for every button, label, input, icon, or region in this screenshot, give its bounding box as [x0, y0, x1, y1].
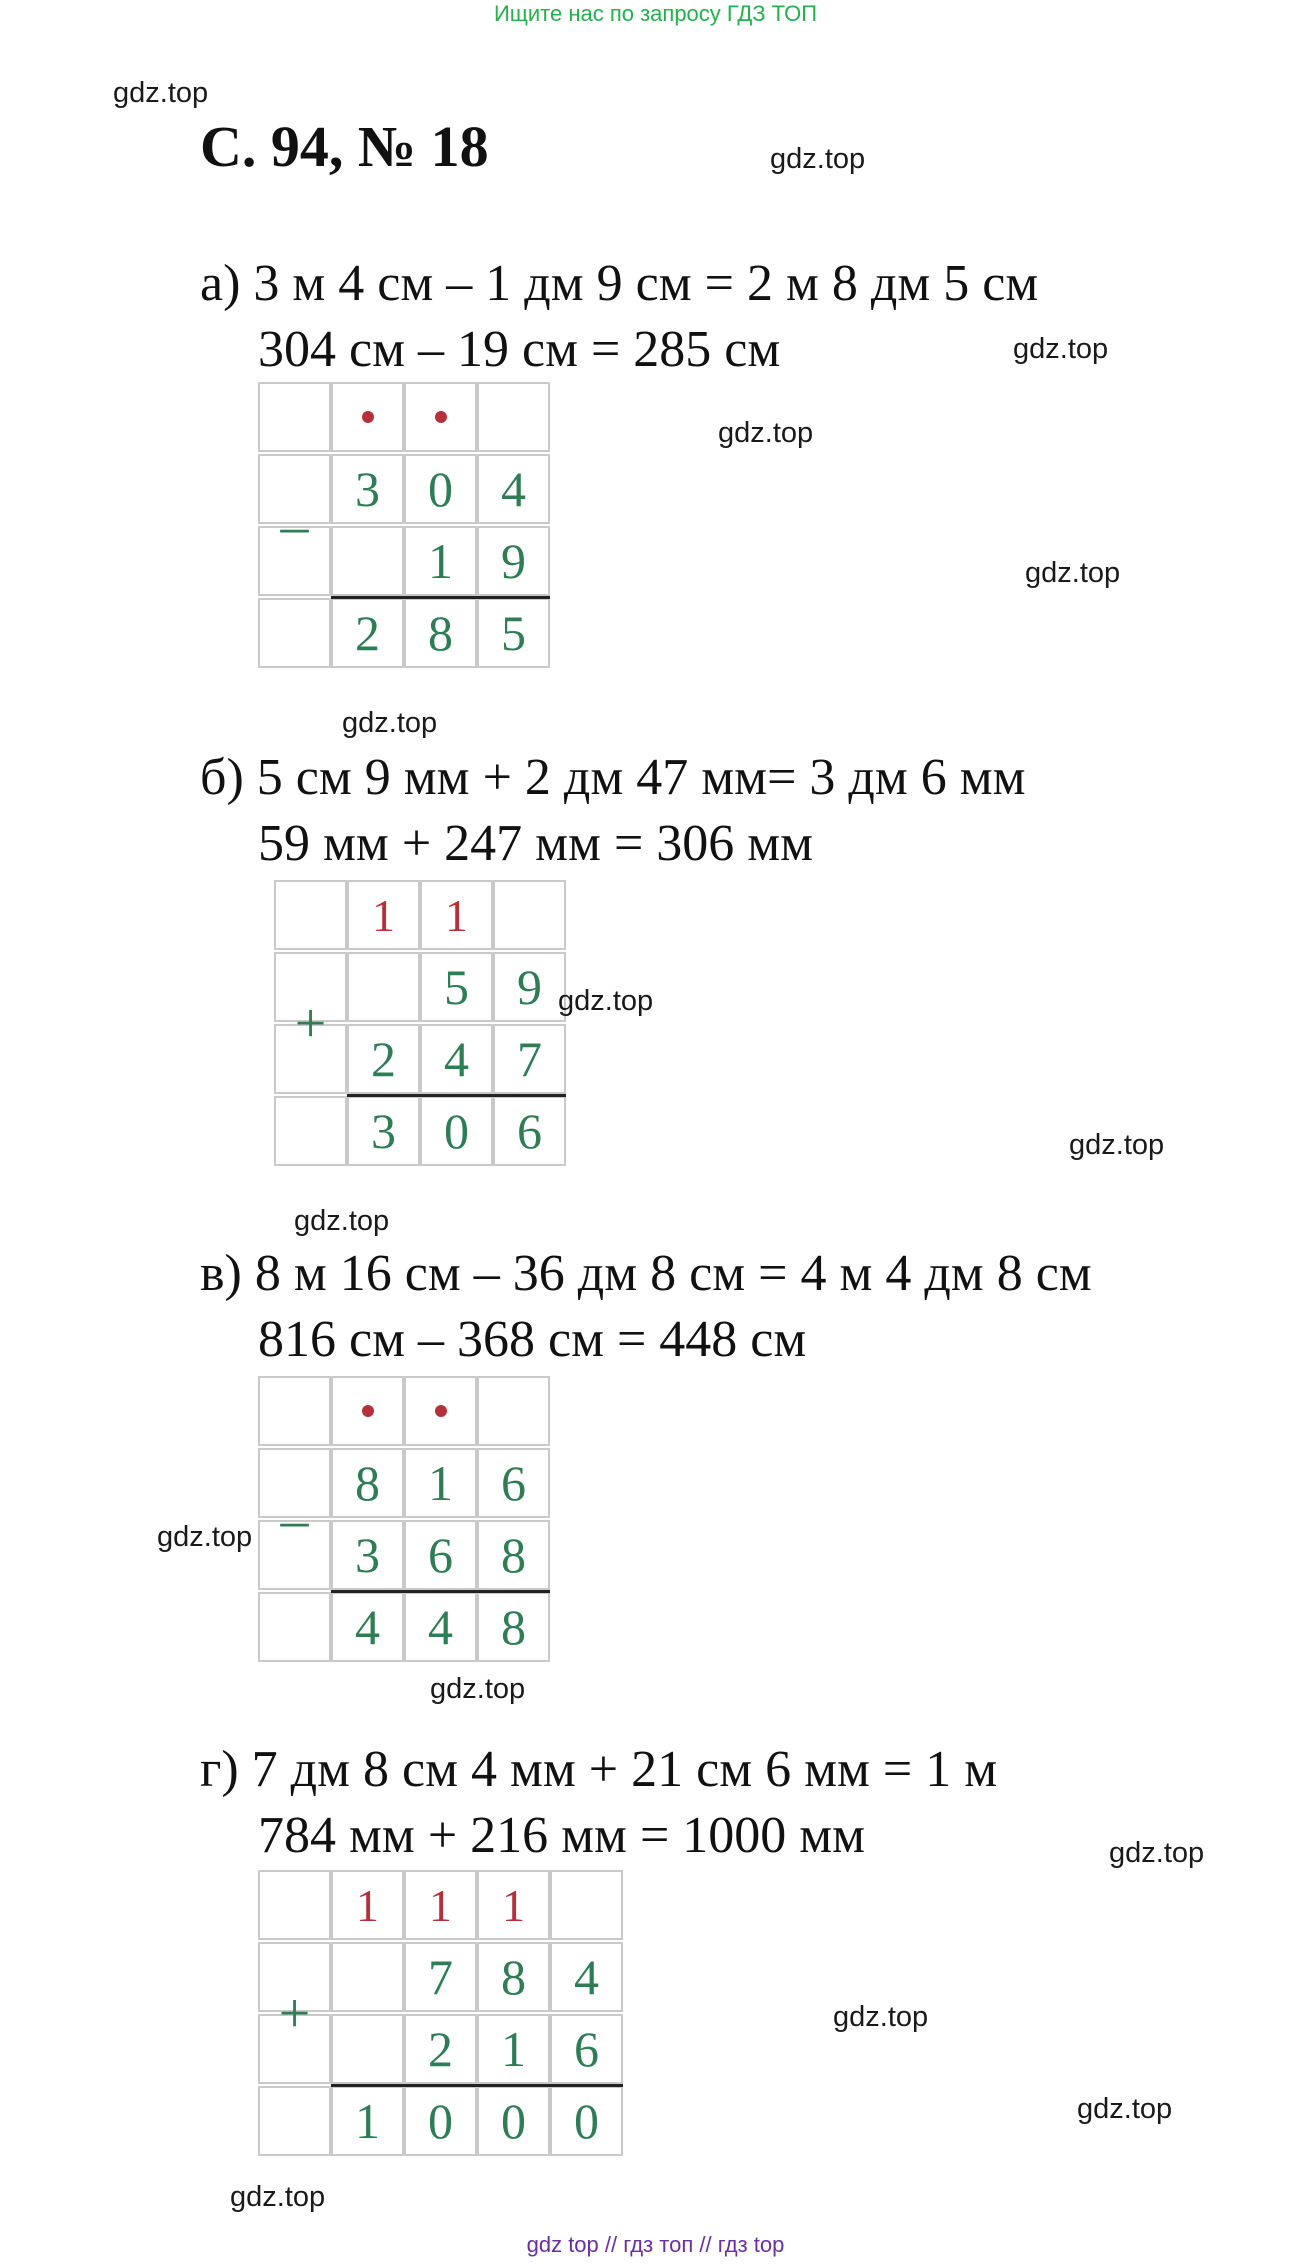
result-cell — [477, 1592, 550, 1662]
operator-sign: – — [280, 1489, 309, 1551]
carry-cell — [258, 1376, 331, 1446]
carry-cell — [331, 1870, 404, 1940]
digit-cell — [420, 1024, 493, 1094]
carry-cell — [477, 382, 550, 452]
result-cell — [404, 1592, 477, 1662]
digit-cell — [493, 1024, 566, 1094]
sum-line — [331, 1590, 550, 1593]
cell-text: 2 — [428, 2021, 453, 2077]
result-cell — [331, 1592, 404, 1662]
borrow-dot — [362, 411, 374, 423]
digit-cell — [331, 1448, 404, 1518]
cell-text: 1 — [372, 889, 395, 941]
problem-d-line1: г) 7 дм 8 см 4 мм + 21 см 6 мм = 1 м — [200, 1741, 998, 1798]
watermark: gdz.top — [430, 1673, 526, 1705]
cell-text: 8 — [501, 1599, 526, 1655]
carry-cell — [404, 1376, 477, 1446]
cell-text: 1 — [429, 1879, 452, 1931]
cell-text: 1 — [428, 533, 453, 589]
cell-text: 9 — [517, 959, 542, 1015]
watermark: gdz.top — [113, 77, 209, 109]
cell-text: 0 — [574, 2093, 599, 2149]
cell-text: 6 — [574, 2021, 599, 2077]
cell-text: 1 — [445, 889, 468, 941]
borrow-dot — [435, 411, 447, 423]
problem-c-line1: в) 8 м 16 см – 36 дм 8 см = 4 м 4 дм 8 см — [200, 1245, 1092, 1302]
result-cell — [550, 2086, 623, 2156]
digit-cell — [404, 1942, 477, 2012]
watermark: gdz.top — [230, 2181, 326, 2213]
cell-text: 8 — [428, 605, 453, 661]
cell-text: 9 — [501, 533, 526, 589]
result-cell — [331, 598, 404, 668]
result-cell — [420, 1096, 493, 1166]
cell-text: 4 — [574, 1949, 599, 2005]
problem-a-line1: а) 3 м 4 см – 1 дм 9 см = 2 м 8 дм 5 см — [200, 255, 1039, 312]
cell-text: 3 — [355, 1527, 380, 1583]
result-cell — [404, 2086, 477, 2156]
carry-cell — [420, 880, 493, 950]
result-cell — [258, 2086, 331, 2156]
digit-cell — [404, 526, 477, 596]
carry-cell — [477, 1870, 550, 1940]
borrow-dot — [435, 1405, 447, 1417]
cell-text: 8 — [501, 1527, 526, 1583]
cell-text: 8 — [355, 1455, 380, 1511]
watermark: gdz.top — [1069, 1129, 1165, 1161]
cell-text: 2 — [371, 1031, 396, 1087]
watermark: gdz.top — [157, 1521, 253, 1553]
cell-text: 1 — [501, 2021, 526, 2077]
sum-line — [347, 1094, 566, 1097]
digit-cell — [404, 454, 477, 524]
watermark: gdz.top — [1077, 2093, 1173, 2125]
page-title: С. 94, № 18 — [200, 114, 489, 179]
cell-text: 1 — [355, 2093, 380, 2149]
borrow-dot — [362, 1405, 374, 1417]
digit-cell — [347, 1024, 420, 1094]
problem-b-line1: б) 5 см 9 мм + 2 дм 47 мм= 3 дм 6 мм — [200, 749, 1026, 806]
problem-a-line2: 304 см – 19 см = 285 см — [258, 321, 781, 378]
problem-d-line2: 784 мм + 216 мм = 1000 мм — [258, 1807, 866, 1864]
digit-cell — [420, 952, 493, 1022]
cell-text: 4 — [428, 1599, 453, 1655]
carry-cell — [274, 880, 347, 950]
operator-sign: – — [280, 495, 309, 557]
result-cell — [347, 1096, 420, 1166]
digit-cell — [404, 1448, 477, 1518]
carry-cell — [477, 1376, 550, 1446]
digit-cell — [404, 1520, 477, 1590]
watermark: gdz.top — [1013, 333, 1109, 365]
cell-text: 5 — [444, 959, 469, 1015]
cell-text: 2 — [355, 605, 380, 661]
digit-cell — [477, 2014, 550, 2084]
cell-text: 6 — [428, 1527, 453, 1583]
cell-text: 1 — [356, 1879, 379, 1931]
digit-cell — [550, 2014, 623, 2084]
digit-cell — [347, 952, 420, 1022]
sum-line — [331, 2084, 623, 2087]
problem-c-line2: 816 см – 368 см = 448 см — [258, 1311, 807, 1368]
cell-text: 6 — [501, 1455, 526, 1511]
carry-cell — [331, 382, 404, 452]
digit-cell — [331, 454, 404, 524]
cell-text: 0 — [428, 461, 453, 517]
digit-cell — [404, 2014, 477, 2084]
digit-cell — [331, 1520, 404, 1590]
watermark: gdz.top — [558, 985, 654, 1017]
cell-text: 3 — [355, 461, 380, 517]
cell-text: 8 — [501, 1949, 526, 2005]
cell-text: 1 — [502, 1879, 525, 1931]
digit-cell — [477, 1942, 550, 2012]
cell-text: 6 — [517, 1103, 542, 1159]
top-banner: Ищите нас по запросу ГДЗ ТОП — [493, 1, 818, 26]
result-cell — [331, 2086, 404, 2156]
digit-cell — [331, 1942, 404, 2012]
cell-text: 4 — [444, 1031, 469, 1087]
cell-text: 3 — [371, 1103, 396, 1159]
sum-line — [331, 596, 550, 599]
result-cell — [477, 2086, 550, 2156]
cell-text: 0 — [501, 2093, 526, 2149]
watermark: gdz.top — [342, 707, 438, 739]
cell-text: 7 — [517, 1031, 542, 1087]
watermark: gdz.top — [770, 143, 866, 175]
result-cell — [493, 1096, 566, 1166]
operator-sign: + — [278, 1983, 311, 2045]
result-cell — [258, 1592, 331, 1662]
cell-text: 4 — [355, 1599, 380, 1655]
carry-cell — [493, 880, 566, 950]
result-cell — [258, 598, 331, 668]
cell-text: 4 — [501, 461, 526, 517]
carry-cell — [404, 382, 477, 452]
carry-cell — [404, 1870, 477, 1940]
operator-sign: + — [294, 993, 327, 1055]
carry-cell — [550, 1870, 623, 1940]
carry-cell — [258, 1870, 331, 1940]
result-cell — [404, 598, 477, 668]
problem-b-line2: 59 мм + 247 мм = 306 мм — [258, 815, 814, 872]
digit-cell — [477, 1520, 550, 1590]
digit-cell — [477, 1448, 550, 1518]
carry-cell — [258, 382, 331, 452]
cell-text: 0 — [444, 1103, 469, 1159]
digit-cell — [331, 526, 404, 596]
watermark: gdz.top — [833, 2001, 929, 2033]
digit-cell — [550, 1942, 623, 2012]
digit-cell — [331, 2014, 404, 2084]
digit-cell — [477, 526, 550, 596]
watermark: gdz.top — [1109, 1837, 1205, 1869]
cell-text: 7 — [428, 1949, 453, 2005]
result-cell — [477, 598, 550, 668]
result-cell — [274, 1096, 347, 1166]
digit-cell — [477, 454, 550, 524]
carry-cell — [331, 1376, 404, 1446]
watermark: gdz.top — [294, 1205, 390, 1237]
digit-cell — [493, 952, 566, 1022]
cell-text: 5 — [501, 605, 526, 661]
watermark: gdz.top — [718, 417, 814, 449]
watermark: gdz.top — [1025, 557, 1121, 589]
cell-text: 0 — [428, 2093, 453, 2149]
footer-links: gdz top // гдз топ // гдз top — [526, 2232, 785, 2257]
carry-cell — [347, 880, 420, 950]
cell-text: 1 — [428, 1455, 453, 1511]
